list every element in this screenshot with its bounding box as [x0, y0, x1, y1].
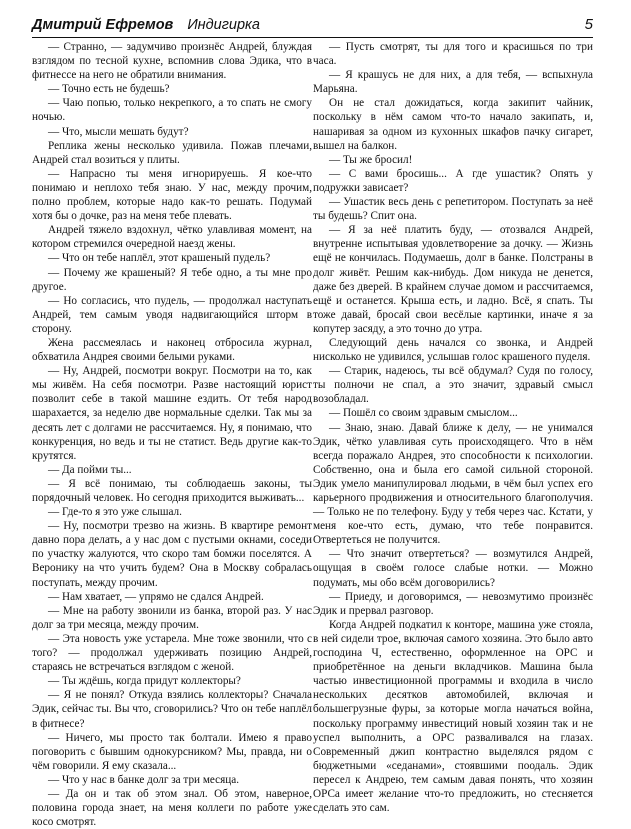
- paragraph: Он не стал дожидаться, когда закипит чайник, поскольку в нём самом что-то начало закипать, и, нашаривая за одном из кухонных шкафов пачку сигарет, вышел на балкон.: [313, 97, 593, 152]
- paragraph: Андрей тяжело вздохнул, чётко улавливая момент, на котором стремился очередной наезд жены.: [32, 224, 312, 251]
- paragraph: — Знаю, знаю. Давай ближе к делу, — не унимался Эдик, чётко улавливая суть происходящего. Что в нём всегда поражало Андрея, это способности к психологии. Собственно, она и была его самой сильной стороной. Эдик умело манипулировал людьми, в чём был успех его карьерного продвижения и относительного благополучия. — Только не по телефону. Буду у тебя через час. Кстати, у меня кое-что есть, думаю, что тебе понравится. Отвертеться не получится.: [313, 421, 593, 547]
- header-rule: [32, 37, 593, 38]
- paragraph: — Мне на работу звонили из банка, второй раз. У нас долг за три месяца, между прочим.: [32, 604, 312, 631]
- paragraph: — Ушастик весь день с репетитором. Поступать за неё ты будешь? Спит она.: [313, 196, 593, 223]
- paragraph: — Да пойми ты...: [48, 463, 132, 476]
- page-number: 5: [584, 16, 593, 33]
- paragraph: — Что, мысли мешать будут?: [48, 125, 189, 138]
- header-author: Дмитрий Ефремов: [32, 17, 174, 33]
- running-header: [32, 16, 593, 36]
- paragraph: — Точно есть не будешь?: [48, 83, 170, 96]
- paragraph: — Странно, — задумчиво произнёс Андрей, блуждая взглядом по тесной кухне, вспомнив слова Эдика, что в фитнессе на него не обратили внимания.: [32, 41, 312, 82]
- paragraph: — Что он тебе наплёл, этот крашеный пудель?: [48, 252, 271, 265]
- paragraph: — Ничего, мы просто так болтали. Имею я право поговорить с бывшим однокурсником? Мы, правда, ни о чём говорили. Я ему сказала...: [32, 731, 312, 772]
- paragraph: — Я всё понимаю, ты соблюдаешь законы, ты порядочный человек. Но сегодня приходится выживать...: [32, 477, 312, 504]
- right-column: [313, 40, 593, 815]
- left-column: [32, 40, 312, 829]
- paragraph: — Но согласись, что пудель, — продолжал наступать Андрей, тем самым уводя надвигающийся шторм в сторону.: [32, 294, 312, 335]
- paragraph: — Я за неё платить буду, — отозвался Андрей, внутренне испытывая удовлетворение за дочку. — Жизнь ещё не кончилась. Подумаешь, долг в банке. Полстраны в долг живёт. Решим как-нибудь. Дом никуда не денется, даже без дверей. В крайнем случае домом и рассчитаемся, ещё и останется. Крыша есть, и ладно. Всё, я спать. Ты тоже давай, бросай свои весёлые картинки, иначе я за копутер засяду, а это точно до утра.: [313, 224, 593, 335]
- paragraph: — Что у нас в банке долг за три месяца.: [48, 773, 240, 786]
- paragraph: — Эта новость уже устарела. Мне тоже звонили, что с того? — продолжал удерживать позицию Андрей, стараясь не встречаться взглядом с женой.: [32, 632, 312, 674]
- paragraph: — Ну, Андрей, посмотри вокруг. Посмотри на то, как мы живём. На себя посмотри. Разве настоящий юрист позволит себе в такой машине ездить. От тебя народ шарахается, за неделю две нормальные сделки. Так мы за десять лет с долгами не рассчитаемся. Ну, я понимаю, что конкуренция, но ведь и ты не статист. Ведь другие как-то крутятся.: [32, 365, 312, 462]
- paragraph: Следующий день начался со звонка, и Андрей нисколько не удивился, услышав голос крашеного пуделя.: [313, 336, 593, 364]
- paragraph: — Напрасно ты меня игнорируешь. Я кое-что понимаю и неплохо тебя знаю. У нас, между прочим, полно проблем, которые надо как-то решать. Подумай хотя бы о дочке, раз на меня тебе плевать.: [32, 167, 312, 223]
- paragraph: Реплика жены несколько удивила. Пожав плечами, Андрей стал возиться у плиты.: [32, 139, 312, 166]
- paragraph: — Что значит отвертеться? — возмутился Андрей, ощущая в своём голосе слабые нотки. — Можно подумать, мы обо всём договорились?: [313, 548, 593, 589]
- paragraph: — Я крашусь не для них, а для тебя, — вспыхнула Марьяна.: [313, 69, 593, 96]
- paragraph: — Почему же крашеный? Я тебе одно, а ты мне про другое.: [32, 266, 312, 293]
- paragraph: Жена рассмеялась и наконец отбросила журнал, обхватила Андрея своими белыми руками.: [32, 336, 312, 364]
- paragraph: — Приеду, и договоримся, — невозмутимо произнёс Эдик и прервал разговор.: [313, 590, 593, 617]
- paragraph: — Старик, надеюсь, ты всё обдумал? Судя по голосу, ты полночи не спал, а это значит, здравый смысл возобладал.: [313, 365, 593, 406]
- paragraph: — Я не понял? Откуда взялись коллекторы? Сначала Эдик, сейчас ты. Вы что, сговорились? Что он тебе наплёл в фитнесе?: [32, 689, 312, 730]
- paragraph: — С вами бросишь... А где ушастик? Опять у подружки зависает?: [313, 167, 593, 194]
- paragraph: — Пошёл со своим здравым смыслом...: [329, 407, 518, 420]
- header-book-title: Индигирка: [187, 17, 260, 33]
- paragraph: — Где-то я это уже слышал.: [48, 506, 182, 519]
- paragraph: — Пусть смотрят, ты для того и красишься по три часа.: [313, 41, 593, 68]
- paragraph: — Ну, посмотри трезво на жизнь. В квартире ремонт давно пора делать, а у нас дом с пустыми окнами, соседи по участку жалуются, что скоро там бомжи поселятся. А Веронику на что учить будем? Она в Москву собралась поступать, между прочим.: [32, 520, 312, 589]
- paragraph: — Да он и так об этом знал. Об этом, наверное, половина города знает, на меня коллеги по работе уже косо смотрят.: [32, 787, 312, 829]
- paragraph: — Ты же бросил!: [329, 153, 413, 166]
- paragraph: — Чаю попью, только некрепкого, а то спать не смогу ночью.: [32, 97, 312, 124]
- paragraph: Когда Андрей подкатил к конторе, машина уже стояла, в ней сидели трое, включая самого хозяина. Это было авто господина Ч, естественно, оформленное на ОРС и приобретённое на деньги вкладчиков. Машина была частью инвестиционной программы и входила в число нескольких десятков автомобилей, включая и большегрузные фуры, за которые могла начаться война, поскольку программу инвестиций новый хозяин так и не успел выполнить, а ОРС разваливался на глазах. Современный джип контрастно выделялся рядом с бюджетными «седанами», стоявшими поодаль. Эдик пересел к Андрею, тем самым давая понять, что хозяин ОРСа имеет желание что-то предложить, но стесняется сделать это сам.: [313, 618, 593, 815]
- paragraph: — Ты ждёшь, когда придут коллекторы?: [48, 675, 241, 688]
- paragraph: — Нам хватает, — упрямо не сдался Андрей.: [48, 590, 264, 603]
